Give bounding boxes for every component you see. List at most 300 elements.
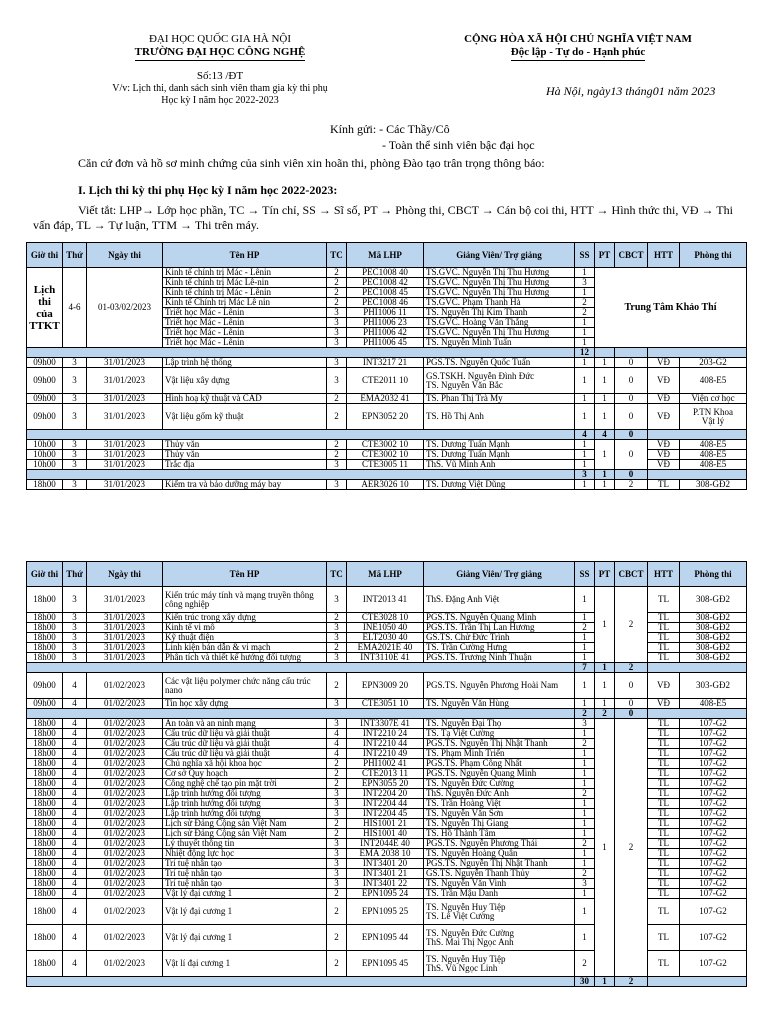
col-room-count: 1: [595, 480, 615, 490]
col-size: 1: [575, 849, 595, 859]
col-size: 1: [575, 759, 595, 769]
col-size: 1: [575, 613, 595, 623]
col-weekday: 4: [63, 869, 87, 879]
col-format: TL: [648, 623, 680, 633]
col-lecturer: PGS.TS. Nguyễn Quang Minh: [424, 769, 575, 779]
col-weekday: 3: [63, 643, 87, 653]
col-class-code: EPN1095 25: [347, 899, 424, 925]
subtotal-row: [27, 977, 747, 987]
col-credits: 3: [327, 328, 347, 338]
col-time: 18h00: [27, 653, 63, 663]
col-weekday: 4: [63, 809, 87, 819]
col-weekday: 3: [63, 460, 87, 470]
col-weekday: 3: [63, 587, 87, 613]
col-format: VĐ: [648, 460, 680, 470]
col-time: 18h00: [27, 739, 63, 749]
col-lecturer: TS. Nguyễn Huy Tiệp TS. Lê Việt Cường: [424, 899, 575, 925]
col-credits: 2: [327, 899, 347, 925]
col-lecturer: PGS.TS. Nguyễn Phương Thái: [424, 839, 575, 849]
col-class-code: PHI1006 45: [347, 338, 424, 348]
col-proctors: 0: [615, 358, 648, 368]
col-room: 308-GĐ2: [680, 587, 747, 613]
col-room: 107-G2: [680, 889, 747, 899]
col-time: 18h00: [27, 587, 63, 613]
col-date: 01/02/2023: [87, 839, 163, 849]
col-date: 01/02/2023: [87, 799, 163, 809]
exam-schedule-table-1: [26, 242, 747, 490]
col-date: 01/02/2023: [87, 769, 163, 779]
subtotal-proctors: 2: [615, 977, 648, 987]
col-lecturer: TS. Phan Thị Trà My: [424, 394, 575, 404]
col-credits: 3: [327, 460, 347, 470]
col-size: 1: [575, 394, 595, 404]
issuer-block: [60, 33, 380, 107]
col-credits: 3: [327, 839, 347, 849]
col-weekday: 4: [63, 769, 87, 779]
col-course: Cấu trúc dữ liệu và giải thuật: [163, 739, 327, 749]
col-credits: 2: [327, 643, 347, 653]
subtotal-size: 12: [575, 348, 595, 358]
col-lecturer: TS.GVC. Hoàng Văn Thắng: [424, 318, 575, 328]
table-row: [27, 358, 747, 368]
col-credits: 3: [327, 879, 347, 889]
col-time: 10h00: [27, 460, 63, 470]
col-weekday: 4: [63, 699, 87, 709]
col-credits: 3: [327, 799, 347, 809]
abbrev-line-1: Viết tắt: LHP→ Lớp học phần, TC → Tín chỉ, SS → Sĩ số, PT → Phòng thi, CBCT → Cán bộ coi thi, HTT → Hình thức thi, VĐ → Thi: [78, 203, 733, 217]
col-time: 18h00: [27, 859, 63, 869]
col-size: 2: [575, 789, 595, 799]
col-date: 31/01/2023: [87, 587, 163, 613]
table-row: [27, 673, 747, 699]
col-credits: 3: [327, 358, 347, 368]
col-lecturer: GS.TS. Nguyễn Thanh Thủy: [424, 869, 575, 879]
col-class-code: EMA2021E 40: [347, 643, 424, 653]
col-lecturer: TS. Dương Tuấn Mạnh: [424, 440, 575, 450]
header-col-lecturer: Giảng Viên/ Trợ giảng: [424, 243, 575, 268]
col-class-code: PEC1008 42: [347, 278, 424, 288]
col-room: 408-E5: [680, 699, 747, 709]
col-format: TL: [648, 879, 680, 889]
col-room: 107-G2: [680, 799, 747, 809]
col-room: 107-G2: [680, 809, 747, 819]
col-date: 31/01/2023: [87, 613, 163, 623]
col-lecturer: ThS. Nguyễn Đức Anh: [424, 789, 575, 799]
col-format: TL: [648, 769, 680, 779]
col-lecturer: TS. Nguyễn Thị Giang: [424, 819, 575, 829]
header-col-size: SS: [575, 243, 595, 268]
col-credits: 2: [327, 889, 347, 899]
col-room: 408-E5: [680, 368, 747, 394]
col-date: 31/01/2023: [87, 440, 163, 450]
col-room-count: 1: [595, 440, 615, 470]
col-weekday: 4: [63, 673, 87, 699]
col-size: 1: [575, 460, 595, 470]
col-room: 107-G2: [680, 769, 747, 779]
header-col-date: Ngày thi: [87, 562, 163, 587]
col-format: TL: [648, 739, 680, 749]
col-format: TL: [648, 799, 680, 809]
table-row: [27, 587, 747, 613]
col-class-code: INT2210 49: [347, 749, 424, 759]
col-format: TL: [648, 819, 680, 829]
col-credits: 2: [327, 829, 347, 839]
col-size: 3: [575, 719, 595, 729]
col-credits: 3: [327, 869, 347, 879]
col-time: 18h00: [27, 809, 63, 819]
col-lecturer: TS. Nguyễn Minh Tuấn: [424, 338, 575, 348]
col-size: 1: [575, 809, 595, 819]
col-size: 1: [575, 338, 595, 348]
col-proctors: 0: [615, 440, 648, 470]
col-format: TL: [648, 613, 680, 623]
col-size: 1: [575, 799, 595, 809]
col-date: 31/01/2023: [87, 643, 163, 653]
col-date: 31/01/2023: [87, 368, 163, 394]
col-course: Nhiệt động lực học: [163, 849, 327, 859]
col-size: 1: [575, 749, 595, 759]
col-room-count: 1: [595, 699, 615, 709]
header-col-credits: TC: [327, 243, 347, 268]
col-lecturer: TS. Hồ Thị Anh: [424, 404, 575, 430]
col-weekday: 3: [63, 368, 87, 394]
col-size: 1: [575, 268, 595, 278]
col-room-count: 1: [595, 368, 615, 394]
subtotal-spacer: [27, 663, 575, 673]
col-class-code: CTE2011 10: [347, 368, 424, 394]
header-col-proctors: CBCT: [615, 243, 648, 268]
org-main: TRƯỜNG ĐẠI HỌC CÔNG NGHỆ: [135, 46, 306, 61]
col-weekday: 4: [63, 759, 87, 769]
subtotal-size: 30: [575, 977, 595, 987]
col-weekday: 4: [63, 849, 87, 859]
col-class-code: EPN3009 20: [347, 673, 424, 699]
col-lecturer: PGS.TS. Nguyễn Phương Hoài Nam: [424, 673, 575, 699]
subtotal-spacer-end: [648, 348, 747, 358]
col-time: 18h00: [27, 769, 63, 779]
col-credits: 2: [327, 288, 347, 298]
col-lecturer: TS. Nguyễn Thị Kim Thanh: [424, 308, 575, 318]
col-lecturer: PGS.TS. Trương Ninh Thuận: [424, 653, 575, 663]
col-lecturer: TS. Nguyễn Hoàng Quân: [424, 849, 575, 859]
col-weekday: 4: [63, 899, 87, 925]
col-lecturer: TS.GVC. Nguyễn Thị Thu Hương: [424, 268, 575, 278]
col-credits: 3: [327, 623, 347, 633]
col-weekday: 4: [63, 799, 87, 809]
col-lecturer: ThS. Vũ Minh Anh: [424, 460, 575, 470]
col-credits: 2: [327, 278, 347, 288]
abbrev-line-2: vấn đáp, TL → Tự luận, TTM → Thi trên máy.: [33, 218, 260, 232]
col-room-count: 1: [595, 358, 615, 368]
col-weekday: 4: [63, 889, 87, 899]
subject-line-1: V/v: Lịch thi, danh sách sinh viên tham gia kỳ thi phụ: [112, 83, 328, 94]
header-col-format: HTT: [648, 243, 680, 268]
col-course: Kinh tế chính trị Mác - Lênin: [163, 288, 327, 298]
col-time: 09h00: [27, 358, 63, 368]
col-time: 10h00: [27, 440, 63, 450]
col-class-code: EPN1095 45: [347, 951, 424, 977]
col-course: Lập trình hướng đối tượng: [163, 799, 327, 809]
header-col-room-count: PT: [595, 243, 615, 268]
header-col-format: HTT: [648, 562, 680, 587]
col-lecturer: PGS.TS. Nguyễn Thị Nhật Thanh: [424, 859, 575, 869]
subtotal-spacer-end: [648, 430, 747, 440]
col-time: 18h00: [27, 779, 63, 789]
subtotal-spacer: [27, 709, 575, 719]
subtotal-size: 3: [575, 470, 595, 480]
col-proctors: 0: [615, 404, 648, 430]
col-lecturer: TS. Dương Việt Dũng: [424, 480, 575, 490]
col-room-count: 1: [595, 719, 615, 977]
col-date: 01/02/2023: [87, 879, 163, 889]
table-row: [27, 719, 747, 729]
col-class-code: CTE3002 10: [347, 440, 424, 450]
col-format: TL: [648, 829, 680, 839]
col-weekday: 4: [63, 819, 87, 829]
table-row: [27, 480, 747, 490]
col-lecturer: TS.GVC. Phạm Thanh Hà: [424, 298, 575, 308]
col-size: 1: [575, 899, 595, 925]
col-time: 09h00: [27, 394, 63, 404]
col-room: 303-GĐ2: [680, 673, 747, 699]
col-lecturer: GS.TSKH. Nguyễn Đình Đức TS. Nguyễn Văn Bắc: [424, 368, 575, 394]
col-time: 18h00: [27, 789, 63, 799]
col-class-code: AER3026 10: [347, 480, 424, 490]
col-course: Lập trình hướng đối tượng: [163, 789, 327, 799]
col-credits: 3: [327, 318, 347, 328]
salutation-2: - Toàn thể sinh viên bậc đại học: [382, 138, 535, 152]
col-credits: 2: [327, 759, 347, 769]
col-format: VĐ: [648, 358, 680, 368]
col-format: TL: [648, 587, 680, 613]
org-top: ĐẠI HỌC QUỐC GIA HÀ NỘI: [148, 33, 292, 45]
subtotal-row: [27, 663, 747, 673]
col-format: TL: [648, 849, 680, 859]
col-date: 01/02/2023: [87, 719, 163, 729]
col-course: Phân tích và thiết kế hướng đối tượng: [163, 653, 327, 663]
col-time: 09h00: [27, 673, 63, 699]
col-time: 09h00: [27, 404, 63, 430]
col-room: Trung Tâm Khảo Thí: [595, 268, 747, 348]
col-time: 18h00: [27, 879, 63, 889]
col-format: VĐ: [648, 404, 680, 430]
col-class-code: INT2210 44: [347, 739, 424, 749]
col-room-count: 1: [595, 394, 615, 404]
subtotal-spacer: [27, 430, 575, 440]
col-credits: 2: [327, 673, 347, 699]
col-room: 107-G2: [680, 899, 747, 925]
col-weekday: 4: [63, 719, 87, 729]
col-size: 1: [575, 925, 595, 951]
col-credits: 3: [327, 699, 347, 709]
subtotal-row: [27, 470, 747, 480]
col-room: 408-E5: [680, 450, 747, 460]
table-row: [27, 404, 747, 430]
col-size: 1: [575, 318, 595, 328]
col-format: TL: [648, 869, 680, 879]
col-credits: 3: [327, 587, 347, 613]
col-course: Triết học Mác - Lênin: [163, 308, 327, 318]
col-format: VĐ: [648, 394, 680, 404]
col-course: Kiến trúc trong xây dựng: [163, 613, 327, 623]
col-credits: 4: [327, 729, 347, 739]
col-lecturer: TS. Nguyễn Văn Vinh: [424, 879, 575, 889]
col-date: 01/02/2023: [87, 699, 163, 709]
col-credits: 2: [327, 925, 347, 951]
col-format: VĐ: [648, 673, 680, 699]
col-weekday: 4: [63, 925, 87, 951]
subtotal-row: [27, 709, 747, 719]
col-proctors: 0: [615, 699, 648, 709]
col-size: 1: [575, 288, 595, 298]
col-date: 01/02/2023: [87, 759, 163, 769]
col-lecturer: TS. Nguyễn Văn Sơn: [424, 809, 575, 819]
col-room: 308-GĐ2: [680, 633, 747, 643]
subtotal-spacer: [27, 470, 575, 480]
col-course: Kinh tế chính trị Mác - Lênin: [163, 268, 327, 278]
col-weekday: 4: [63, 729, 87, 739]
col-room: 107-G2: [680, 951, 747, 977]
col-class-code: INT2204 44: [347, 799, 424, 809]
col-course: Vật lí đại cương 1: [163, 951, 327, 977]
col-time: Lịch thi của TTKT: [27, 268, 63, 348]
col-format: VĐ: [648, 450, 680, 460]
col-time: 18h00: [27, 613, 63, 623]
col-weekday: 4: [63, 789, 87, 799]
header-col-class-code: Mã LHP: [347, 562, 424, 587]
col-credits: 2: [327, 819, 347, 829]
col-credits: 2: [327, 769, 347, 779]
col-size: 1: [575, 769, 595, 779]
table-row: [27, 699, 747, 709]
col-class-code: INT2204 20: [347, 789, 424, 799]
col-size: 1: [575, 358, 595, 368]
col-size: 1: [575, 328, 595, 338]
header-col-credits: TC: [327, 562, 347, 587]
col-date: 31/01/2023: [87, 653, 163, 663]
col-lecturer: GS.TS. Chử Đức Trình: [424, 633, 575, 643]
col-weekday: 4: [63, 779, 87, 789]
col-class-code: EPN3055 20: [347, 779, 424, 789]
col-date: 01/02/2023: [87, 749, 163, 759]
col-size: 1: [575, 653, 595, 663]
col-format: TL: [648, 951, 680, 977]
col-date: 01/02/2023: [87, 729, 163, 739]
table-row: [27, 268, 747, 278]
subtotal-spacer-end: [648, 977, 747, 987]
col-credits: 3: [327, 368, 347, 394]
nation-title: CỘNG HÒA XÃ HỘI CHỦ NGHĨA VIỆT NAM: [464, 33, 692, 45]
col-proctors: 0: [615, 394, 648, 404]
col-weekday: 3: [63, 653, 87, 663]
col-lecturer: TS. Dương Tuấn Mạnh: [424, 450, 575, 460]
col-credits: 3: [327, 849, 347, 859]
col-size: 1: [575, 699, 595, 709]
col-room: 308-GĐ2: [680, 623, 747, 633]
col-size: 1: [575, 889, 595, 899]
col-time: 10h00: [27, 450, 63, 460]
subtotal-room-count: 4: [595, 430, 615, 440]
col-lecturer: TS. Tạ Việt Cường: [424, 729, 575, 739]
col-course: Kinh tế Chính trị Mác Lê nin: [163, 298, 327, 308]
col-class-code: CTE3002 10: [347, 450, 424, 460]
col-course: Trắc địa: [163, 460, 327, 470]
col-room: 107-G2: [680, 925, 747, 951]
col-credits: 4: [327, 739, 347, 749]
col-room: 107-G2: [680, 829, 747, 839]
col-room: 107-G2: [680, 739, 747, 749]
col-class-code: EMA2032 41: [347, 394, 424, 404]
col-class-code: PHI1006 42: [347, 328, 424, 338]
subtotal-size: 2: [575, 709, 595, 719]
col-lecturer: TS. Phạm Minh Triển: [424, 749, 575, 759]
col-class-code: INT2204 45: [347, 809, 424, 819]
col-date: 31/01/2023: [87, 450, 163, 460]
col-room: P.TN Khoa Vật lý: [680, 404, 747, 430]
header-col-course: Tên HP: [163, 562, 327, 587]
col-time: 18h00: [27, 925, 63, 951]
col-credits: 2: [327, 613, 347, 623]
col-room: 408-E5: [680, 460, 747, 470]
col-time: 18h00: [27, 729, 63, 739]
subject-line-2: Học kỳ I năm học 2022-2023: [161, 95, 279, 106]
col-class-code: CTE3005 11: [347, 460, 424, 470]
col-date: 01/02/2023: [87, 829, 163, 839]
subtotal-room-count: 1: [595, 663, 615, 673]
subtotal-size: 7: [575, 663, 595, 673]
col-lecturer: TS. Hồ Thành Tâm: [424, 829, 575, 839]
col-room: 308-GĐ2: [680, 653, 747, 663]
header-col-room: Phòng thi: [680, 562, 747, 587]
header-col-date: Ngày thi: [87, 243, 163, 268]
subtotal-room-count: 2: [595, 709, 615, 719]
col-date: 01/02/2023: [87, 809, 163, 819]
col-proctors: 0: [615, 673, 648, 699]
col-course: Vật liệu xây dựng: [163, 368, 327, 394]
col-size: 1: [575, 673, 595, 699]
col-date: 31/01/2023: [87, 633, 163, 643]
col-date: 31/01/2023: [87, 623, 163, 633]
col-lecturer: TS. Trần Mậu Danh: [424, 889, 575, 899]
col-format: TL: [648, 643, 680, 653]
col-course: Vật lý đại cương 1: [163, 899, 327, 925]
col-lecturer: TS. Nguyễn Huy Tiệp ThS. Vũ Ngọc Linh: [424, 951, 575, 977]
col-course: Vật liệu gốm kỹ thuật: [163, 404, 327, 430]
col-lecturer: PGS.TS. Nguyễn Quang Minh: [424, 613, 575, 623]
col-time: 18h00: [27, 719, 63, 729]
table-row: [27, 440, 747, 450]
subtotal-size: 4: [575, 430, 595, 440]
motto: Độc lập - Tự do - Hạnh phúc: [511, 46, 645, 61]
col-room: 107-G2: [680, 819, 747, 829]
col-weekday: 4: [63, 859, 87, 869]
subtotal-spacer-end: [648, 470, 747, 480]
subtotal-proctors: [615, 348, 648, 358]
col-lecturer: PGS.TS. Phạm Công Nhất: [424, 759, 575, 769]
col-proctors: 2: [615, 480, 648, 490]
col-size: 1: [575, 480, 595, 490]
col-class-code: PEC1008 40: [347, 268, 424, 278]
col-size: 1: [575, 368, 595, 394]
col-class-code: INT3110E 41: [347, 653, 424, 663]
col-size: 1: [575, 587, 595, 613]
table-row: [27, 368, 747, 394]
col-course: Trí tuệ nhân tạo: [163, 879, 327, 889]
col-room: 107-G2: [680, 729, 747, 739]
col-date: 31/01/2023: [87, 460, 163, 470]
issue-date: Hà Nội, ngày13 tháng01 năm 2023: [546, 84, 716, 98]
col-credits: 3: [327, 338, 347, 348]
